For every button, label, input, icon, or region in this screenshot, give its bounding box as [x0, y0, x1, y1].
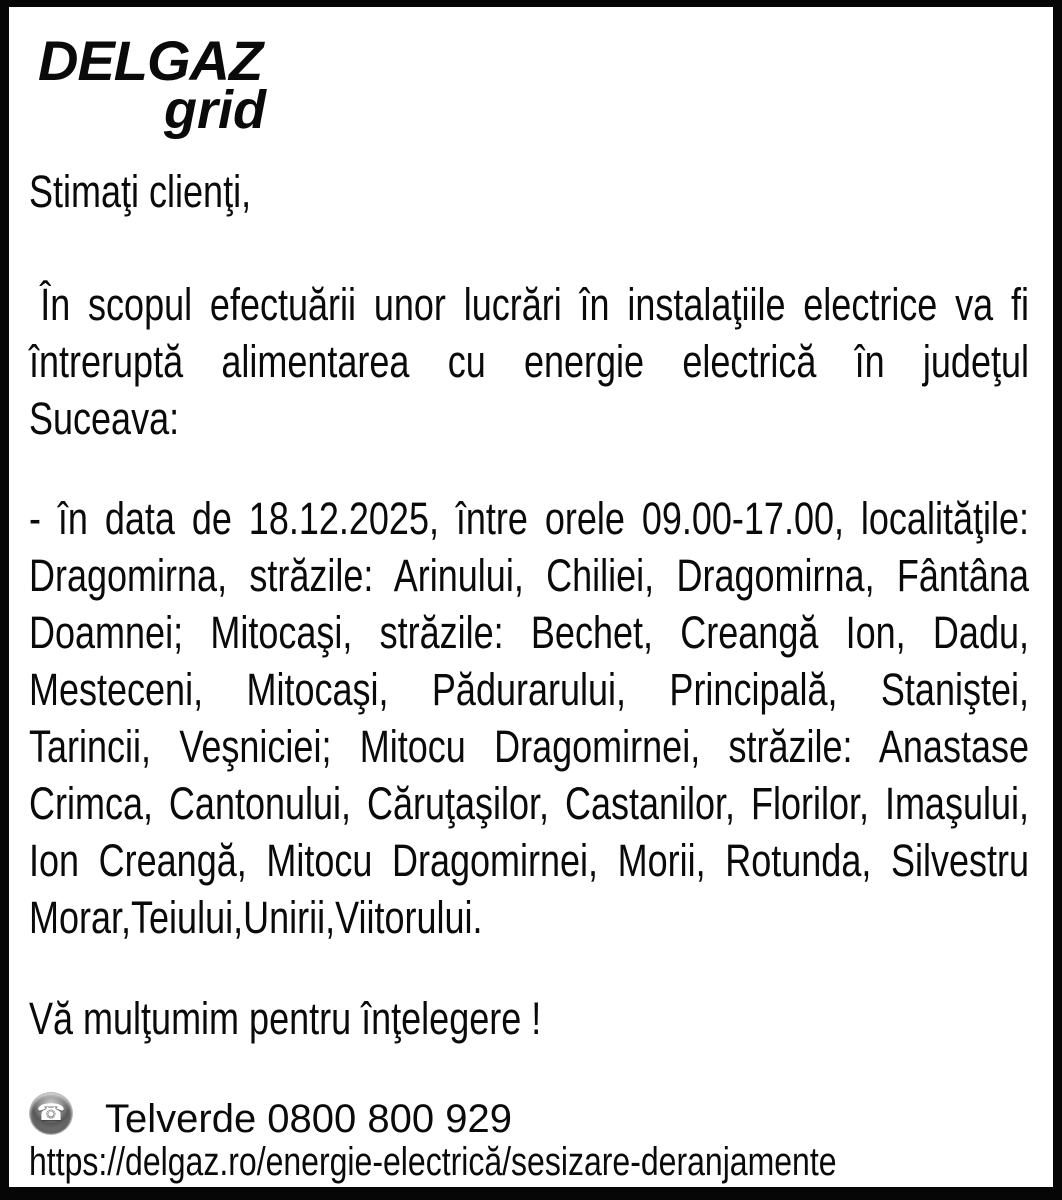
website-url-text: https://delgaz.ro/energie-electrică/sesizare-deranjamente: [29, 1140, 837, 1184]
phone-number-text: Telverde 0800 800 929: [105, 1097, 512, 1141]
thanks-text: Vă mulţumim pentru înţelegere !: [29, 993, 542, 1044]
outage-line: Doamnei; Mitocaşi, străzile: Bechet, Creangă Ion, Dadu,: [29, 607, 1029, 658]
intro-line: În scopul efectuării unor lucrări în instalaţiile electrice va fi: [40, 279, 1029, 330]
outage-line: Crimca, Cantonului, Căruţaşilor, Castanilor, Florilor, Imaşului,: [29, 778, 1029, 829]
logo-sub-text: grid: [164, 80, 266, 140]
logo-brand-text: DELGAZ: [38, 29, 263, 92]
outage-line: Mesteceni, Mitocaşi, Pădurarului, Principală, Staniştei,: [29, 664, 1029, 715]
outage-line: - în data de 18.12.2025, între orele 09.00-17.00, localităţile:: [29, 493, 1029, 544]
intro-line: Suceava:: [29, 393, 180, 444]
greeting-text: Stimaţi clienţi,: [29, 166, 252, 217]
outage-line: Dragomirna, străzile: Arinului, Chiliei, Dragomirna, Fântâna: [29, 550, 1029, 601]
phone-icon: [30, 1093, 72, 1134]
intro-line: întreruptă alimentarea cu energie electrică în judeţul: [29, 336, 1029, 387]
phone-icon-glyph: ☎: [36, 1100, 66, 1126]
outage-paragraph: [29, 490, 1029, 946]
outage-line: Ion Creangă, Mitocu Dragomirnei, Morii, Rotunda, Silvestru: [29, 835, 1029, 886]
outage-line: Tarincii, Veşniciei; Mitocu Dragomirnei, străzile: Anastase: [29, 721, 1029, 772]
website-url: [29, 1137, 1062, 1187]
intro-paragraph: [29, 276, 1029, 447]
outage-line: Morar,Teiului,Unirii,Viitorului.: [29, 892, 483, 943]
delgaz-logo: [38, 29, 274, 140]
